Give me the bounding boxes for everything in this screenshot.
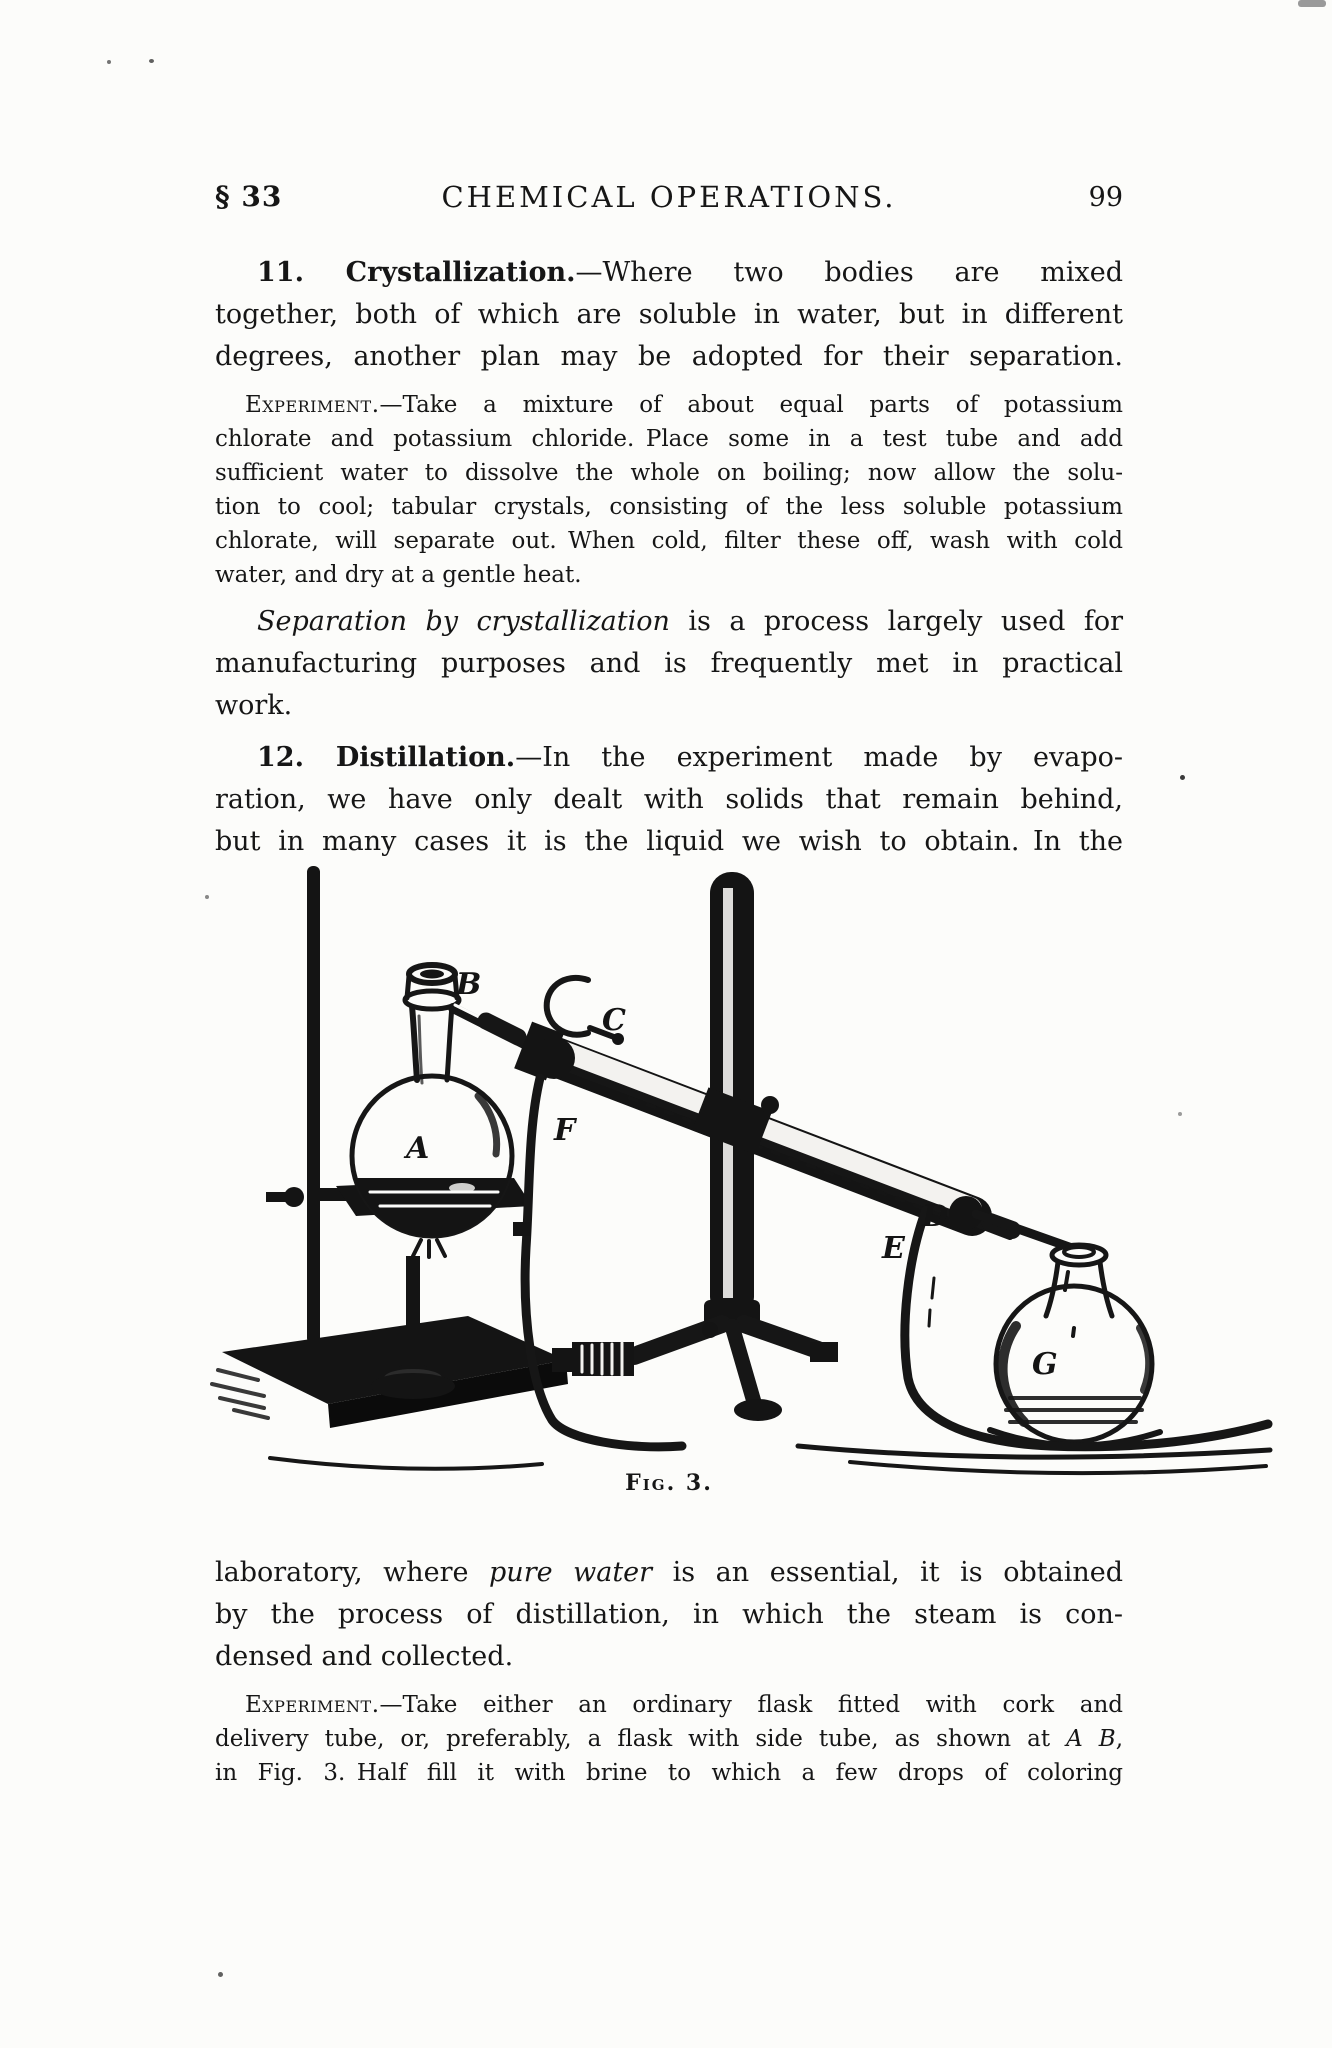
text-line [215, 388, 1123, 422]
text-line: chlorate, will separate out. When cold, filter these off, wash with cold [215, 528, 1123, 554]
text-line: water, and dry at a gentle heat. [215, 562, 582, 588]
section-12-heading: 12. Distillation. [257, 742, 516, 773]
text-run: —Where two bodies are mixed [575, 257, 1123, 288]
running-title: CHEMICAL OPERATIONS. [441, 180, 897, 214]
figure-label-a: A [406, 1131, 430, 1166]
text-line [215, 252, 1123, 294]
text-line: degrees, another plan may be adopted for their separation. [215, 341, 1123, 372]
figure-caption: Fig. 3. [625, 1470, 713, 1496]
text-line: by the process of distillation, in which the steam is con- [215, 1599, 1123, 1630]
scan-artifact [149, 59, 154, 63]
experiment-label: Experiment. [245, 392, 380, 418]
text-line: in Fig. 3. Half fill it with brine to which a few drops of coloring [215, 1760, 1123, 1786]
text-run: —In the experiment made by evapo- [515, 742, 1124, 773]
scan-artifact [1180, 775, 1185, 780]
italic-phrase: Separation by crystallization [257, 606, 670, 637]
scan-artifact [218, 1972, 223, 1977]
text-line [215, 1722, 1123, 1756]
text-line: ration, we have only dealt with solids that remain behind, [215, 784, 1123, 815]
paragraph-crystallization [215, 252, 1123, 378]
text-line: together, both of which are soluble in water, but in different [215, 299, 1123, 330]
text-line: manufacturing purposes and is frequently met in practical [215, 648, 1123, 679]
scan-artifact [1298, 0, 1326, 7]
page-header [215, 180, 1123, 213]
italic-phrase: A B [1066, 1726, 1116, 1752]
italic-phrase: pure water [489, 1557, 653, 1588]
text-run: is a process largely used for [669, 606, 1123, 637]
text-line: densed and collected. [215, 1641, 514, 1672]
text-line: chlorate and potassium chloride. Place some in a test tube and add [215, 426, 1123, 452]
text-line [215, 601, 1123, 643]
figure-label-g: G [1032, 1347, 1058, 1382]
paragraph-laboratory [215, 1552, 1123, 1678]
text-run: laboratory, where [215, 1557, 490, 1588]
text-line [215, 737, 1123, 779]
figure-label-e: E [882, 1231, 905, 1266]
text-line: sufficient water to dissolve the whole on boiling; now allow the solu- [215, 460, 1123, 486]
text-line: but in many cases it is the liquid we wish to obtain. In the [215, 826, 1123, 857]
page-number: 99 [1088, 182, 1123, 213]
scan-artifact [205, 895, 209, 899]
text-line [215, 1552, 1123, 1594]
text-run: —Take a mixture of about equal parts of potassium [379, 392, 1123, 418]
paragraph-separation [215, 601, 1123, 727]
paragraph-distillation [215, 737, 1123, 863]
scan-artifact [107, 60, 111, 64]
experiment-label: Experiment. [245, 1692, 380, 1718]
figure-label-f: F [554, 1113, 576, 1148]
text-run: , [1115, 1726, 1124, 1752]
distillation-apparatus-illustration [210, 858, 1280, 1498]
text-line: tion to cool; tabular crystals, consisting of the less soluble potassium [215, 494, 1123, 520]
text-line [215, 1688, 1123, 1722]
text-line: work. [215, 690, 293, 721]
experiment-paragraph-1 [215, 388, 1123, 592]
section-11-heading: 11. Crystallization. [257, 257, 576, 288]
text-run: —Take either an ordinary flask fitted with cork and [379, 1692, 1123, 1718]
figure-label-d: D [922, 1199, 949, 1234]
section-number: § 33 [215, 180, 283, 213]
figure-label-b: B [456, 967, 482, 1002]
figure-label-c: C [602, 1003, 626, 1038]
text-run: is an essential, it is obtained [652, 1557, 1123, 1588]
scan-artifact [1178, 1112, 1182, 1116]
experiment-paragraph-2 [215, 1688, 1123, 1790]
text-run: delivery tube, or, preferably, a flask with side tube, as shown at [215, 1726, 1067, 1752]
